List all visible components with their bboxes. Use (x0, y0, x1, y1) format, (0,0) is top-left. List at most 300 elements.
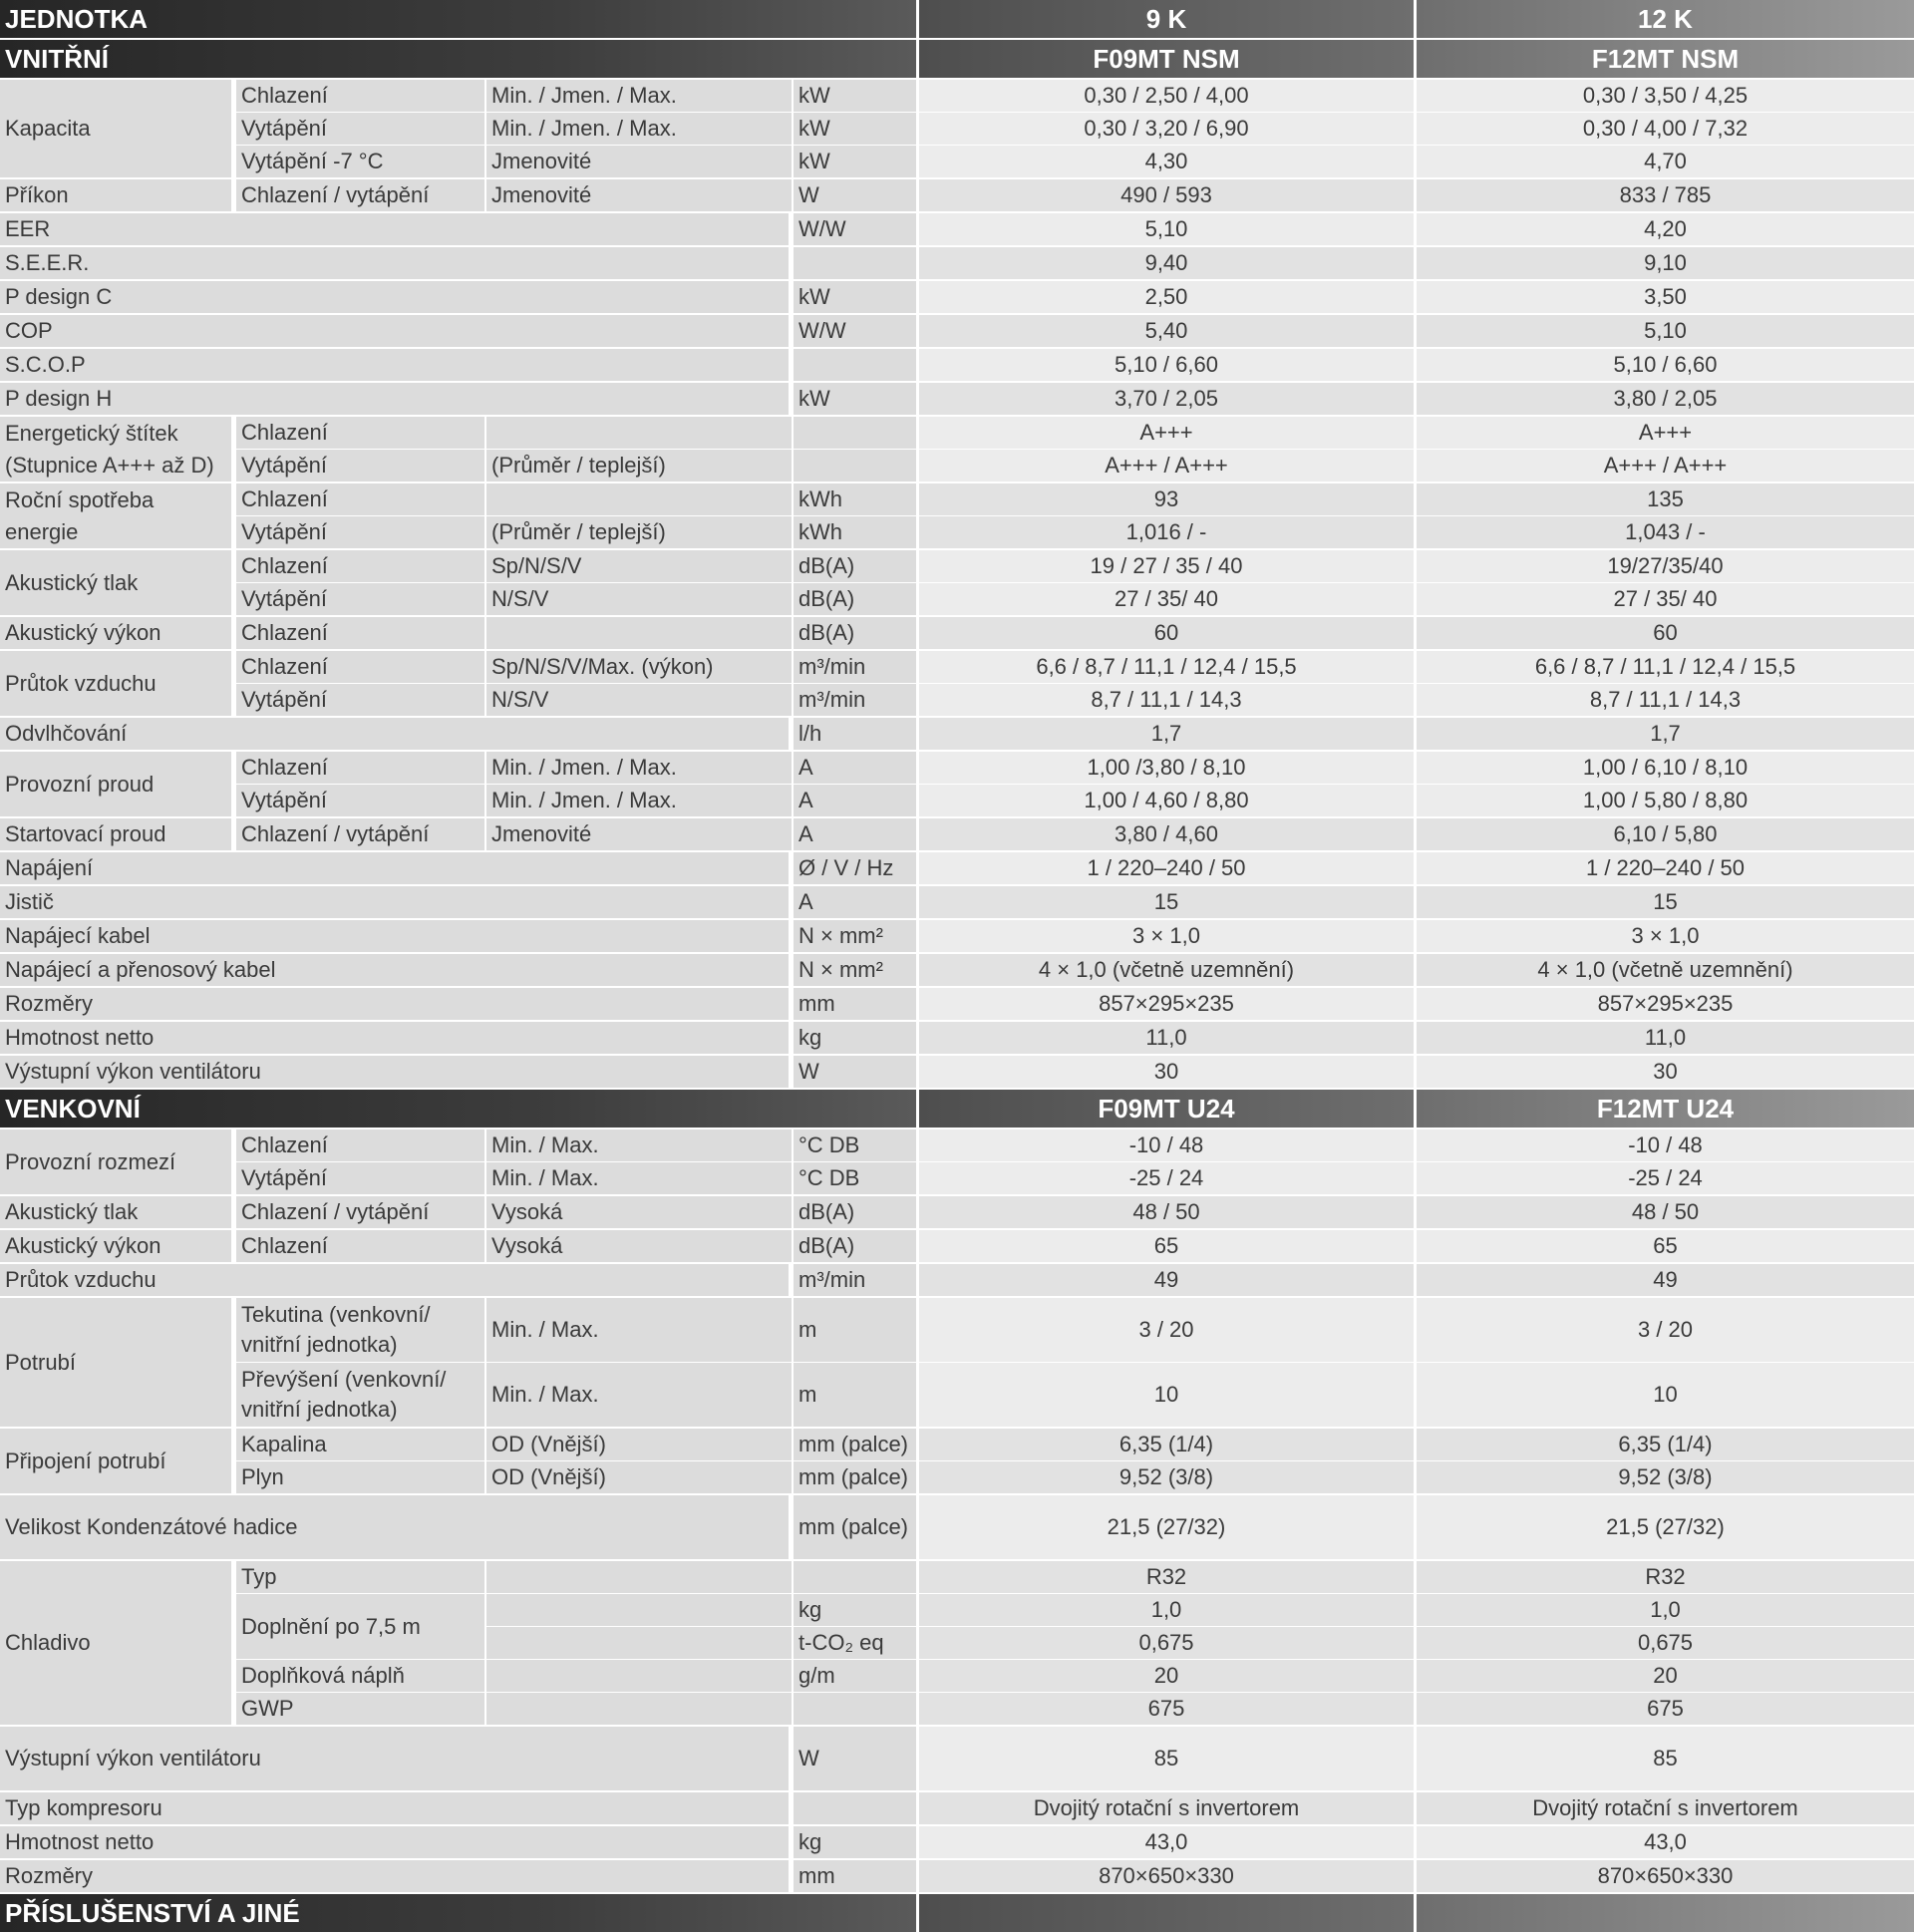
row-unit: t-CO₂ eq (794, 1627, 916, 1659)
row-unit: g/m (794, 1660, 916, 1692)
header-model-2: 12 K (1638, 3, 1693, 34)
group-label: Akustický tlak (0, 550, 231, 615)
value-model-2: 15 (1417, 886, 1914, 918)
row-mode: Min. / Max. (486, 1129, 792, 1161)
value-model-1: 3 × 1,0 (919, 920, 1414, 952)
value-model-2: 5,10 / 6,60 (1417, 349, 1914, 381)
value-model-2: 19/27/35/40 (1417, 550, 1914, 582)
row-mode: Min. / Jmen. / Max. (486, 113, 792, 145)
value-model-1: 30 (919, 1056, 1414, 1088)
row-unit: mm (794, 988, 916, 1020)
table-row (0, 1129, 1914, 1161)
row-unit: °C DB (794, 1162, 916, 1194)
row-unit: N × mm² (794, 954, 916, 986)
row-unit: m³/min (794, 651, 916, 683)
row-mode: Sp/N/S/V/Max. (výkon) (486, 651, 792, 683)
row-mode: Min. / Max. (486, 1162, 792, 1194)
value-model-1: 43,0 (919, 1826, 1414, 1858)
value-model-1: 870×650×330 (919, 1860, 1414, 1892)
row-subject: Chlazení / vytápění (236, 179, 484, 211)
table-row (0, 146, 1914, 177)
group-label: Typ kompresoru (0, 1792, 789, 1824)
table-row (0, 1196, 1914, 1228)
row-unit: m (794, 1363, 916, 1427)
value-model-2: A+++ (1417, 417, 1914, 449)
value-model-2: 833 / 785 (1417, 179, 1914, 211)
section-header-outdoor (0, 1090, 1914, 1127)
group-label: Hmotnost netto (0, 1022, 789, 1054)
row-subject: Chlazení (236, 651, 484, 683)
table-row (0, 1826, 1914, 1858)
row-mode (486, 1594, 792, 1626)
group-label: Výstupní výkon ventilátoru (0, 1056, 789, 1088)
group-label: S.C.O.P (0, 349, 789, 381)
row-subject: Chlazení (236, 617, 484, 649)
row-unit: dB(A) (794, 1196, 916, 1228)
value-model-2: 6,35 (1/4) (1417, 1429, 1914, 1460)
value-model-2: -25 / 24 (1417, 1162, 1914, 1194)
table-row (0, 1561, 1914, 1593)
row-mode (486, 617, 792, 649)
row-mode: Min. / Max. (486, 1363, 792, 1427)
table-row (0, 1230, 1914, 1262)
table-row (0, 651, 1914, 683)
header-label: JEDNOTKA (5, 3, 149, 34)
table-row (0, 1056, 1914, 1088)
row-unit: kW (794, 383, 916, 415)
value-model-1: 1 / 220–240 / 50 (919, 852, 1414, 884)
value-model-2: 1,00 / 6,10 / 8,10 (1417, 752, 1914, 784)
value-model-2: R32 (1417, 1561, 1914, 1593)
table-row (0, 281, 1914, 313)
table-row (0, 179, 1914, 211)
value-model-2: 3,80 / 2,05 (1417, 383, 1914, 415)
row-subject: Chlazení (236, 1230, 484, 1262)
value-model-2: 1,7 (1417, 718, 1914, 750)
value-model-1: 9,40 (919, 247, 1414, 279)
value-model-1: 490 / 593 (919, 179, 1414, 211)
row-subject: Převýšení (venkovní/ vnitřní jednotka) (236, 1363, 484, 1427)
group-label: Provozní proud (0, 752, 231, 816)
value-model-1: 5,10 / 6,60 (919, 349, 1414, 381)
group-label: Rozměry (0, 1860, 789, 1892)
row-mode: Jmenovité (486, 179, 792, 211)
group-label: Energetický štítek (Stupnice A+++ až D) (0, 417, 231, 482)
row-unit: m³/min (794, 1264, 916, 1296)
group-label: Příkon (0, 179, 231, 211)
row-mode: Min. / Jmen. / Max. (486, 752, 792, 784)
group-label: Akustický výkon (0, 617, 231, 649)
table-row (0, 718, 1914, 750)
value-model-2: 85 (1417, 1727, 1914, 1790)
row-subject: Typ (236, 1561, 484, 1593)
table-row (0, 349, 1914, 381)
header-model-1: 9 K (1145, 3, 1187, 34)
table-row (0, 1429, 1914, 1460)
row-subject: Chlazení / vytápění (236, 818, 484, 850)
row-unit: W (794, 1056, 916, 1088)
table-row (0, 315, 1914, 347)
row-mode: Min. / Max. (486, 1298, 792, 1362)
header-label: VENKOVNÍ (5, 1093, 141, 1124)
row-unit: dB(A) (794, 617, 916, 649)
row-unit: kW (794, 146, 916, 177)
table-row (0, 1792, 1914, 1824)
value-model-2: 870×650×330 (1417, 1860, 1914, 1892)
row-unit: Ø / V / Hz (794, 852, 916, 884)
group-label: Odvlhčování (0, 718, 789, 750)
row-mode: Sp/N/S/V (486, 550, 792, 582)
value-model-1: 1,0 (919, 1594, 1414, 1626)
value-model-2: 0,675 (1417, 1627, 1914, 1659)
row-mode: Jmenovité (486, 818, 792, 850)
value-model-1: 5,40 (919, 315, 1414, 347)
row-subject: Vytápění (236, 583, 484, 615)
row-mode: (Průměr / teplejší) (486, 450, 792, 482)
value-model-1: 15 (919, 886, 1414, 918)
value-model-1: Dvojitý rotační s invertorem (919, 1792, 1414, 1824)
group-label: Akustický výkon (0, 1230, 231, 1262)
value-model-2: 65 (1417, 1230, 1914, 1262)
header-bg (1417, 1894, 1914, 1932)
table-row (0, 213, 1914, 245)
row-unit (794, 247, 916, 279)
value-model-1: 1,7 (919, 718, 1414, 750)
value-model-2: 3,50 (1417, 281, 1914, 313)
value-model-1: 1,016 / - (919, 516, 1414, 548)
group-label: S.E.E.R. (0, 247, 789, 279)
group-label: Roční spotřeba energie (0, 483, 231, 548)
group-label: EER (0, 213, 789, 245)
row-unit: A (794, 752, 916, 784)
row-unit: mm (palce) (794, 1461, 916, 1493)
value-model-2: 5,10 (1417, 315, 1914, 347)
row-unit: mm (palce) (794, 1429, 916, 1460)
header-bg (0, 40, 916, 78)
value-model-1: 48 / 50 (919, 1196, 1414, 1228)
row-unit (794, 450, 916, 482)
section-header-indoor (0, 40, 1914, 78)
row-subject: Vytápění -7 °C (236, 146, 484, 177)
value-model-1: A+++ (919, 417, 1414, 449)
value-model-1: A+++ / A+++ (919, 450, 1414, 482)
group-label: Hmotnost netto (0, 1826, 789, 1858)
value-model-2: 20 (1417, 1660, 1914, 1692)
row-subject: Chlazení (236, 417, 484, 449)
group-label: Potrubí (0, 1298, 231, 1427)
row-unit: dB(A) (794, 550, 916, 582)
value-model-2: 21,5 (27/32) (1417, 1495, 1914, 1559)
value-model-2: 1,0 (1417, 1594, 1914, 1626)
row-subject: Vytápění (236, 785, 484, 816)
row-subject: Tekutina (venkovní/ vnitřní jednotka) (236, 1298, 484, 1362)
row-subject: Vytápění (236, 450, 484, 482)
value-model-1: 1,00 /3,80 / 8,10 (919, 752, 1414, 784)
group-label: Napájecí kabel (0, 920, 789, 952)
table-row (0, 583, 1914, 615)
row-unit: N × mm² (794, 920, 916, 952)
row-unit: kg (794, 1022, 916, 1054)
value-model-1: 8,7 / 11,1 / 14,3 (919, 684, 1414, 716)
row-unit: m³/min (794, 684, 916, 716)
row-subject: Vytápění (236, 1162, 484, 1194)
table-row (0, 886, 1914, 918)
group-label: Napájení (0, 852, 789, 884)
value-model-2: 9,10 (1417, 247, 1914, 279)
value-model-2: 10 (1417, 1363, 1914, 1427)
value-model-2: 11,0 (1417, 1022, 1914, 1054)
value-model-1: 20 (919, 1660, 1414, 1692)
value-model-2: 1,043 / - (1417, 516, 1914, 548)
row-unit: kW (794, 281, 916, 313)
row-unit (794, 1792, 916, 1824)
group-label: Velikost Kondenzátové hadice (0, 1495, 789, 1559)
table-row (0, 785, 1914, 816)
value-model-2: -10 / 48 (1417, 1129, 1914, 1161)
row-mode (486, 417, 792, 449)
table-row (0, 1264, 1914, 1296)
table-row (0, 684, 1914, 716)
value-model-1: 4 × 1,0 (včetně uzemnění) (919, 954, 1414, 986)
value-model-1: 19 / 27 / 35 / 40 (919, 550, 1414, 582)
row-unit (794, 417, 916, 449)
row-unit (794, 1693, 916, 1725)
row-subject: Chlazení (236, 483, 484, 515)
group-label: Připojení potrubí (0, 1429, 231, 1493)
row-unit: A (794, 818, 916, 850)
value-model-2: 4 × 1,0 (včetně uzemnění) (1417, 954, 1914, 986)
value-model-2: 4,20 (1417, 213, 1914, 245)
table-row (0, 1860, 1914, 1892)
group-label: Provozní rozmezí (0, 1129, 231, 1194)
header-model-2: F12MT U24 (1596, 1093, 1735, 1124)
row-unit: kW (794, 113, 916, 145)
value-model-2: 4,70 (1417, 146, 1914, 177)
value-model-1: 27 / 35/ 40 (919, 583, 1414, 615)
row-unit: W (794, 179, 916, 211)
row-subject: Doplňková náplň (236, 1660, 484, 1692)
row-unit: W/W (794, 213, 916, 245)
table-row (0, 113, 1914, 145)
value-model-1: 60 (919, 617, 1414, 649)
value-model-2: 3 × 1,0 (1417, 920, 1914, 952)
value-model-2: A+++ / A+++ (1417, 450, 1914, 482)
row-unit: kWh (794, 516, 916, 548)
table-row (0, 516, 1914, 548)
value-model-1: R32 (919, 1561, 1414, 1593)
row-unit: W/W (794, 315, 916, 347)
group-label: P design H (0, 383, 789, 415)
group-label: Jistič (0, 886, 789, 918)
value-model-1: 3,70 / 2,05 (919, 383, 1414, 415)
group-label: Napájecí a přenosový kabel (0, 954, 789, 986)
table-row (0, 1298, 1914, 1362)
group-label: Průtok vzduchu (0, 651, 231, 716)
value-model-2: 3 / 20 (1417, 1298, 1914, 1362)
value-model-2: 60 (1417, 617, 1914, 649)
row-unit: mm (794, 1860, 916, 1892)
row-mode: (Průměr / teplejší) (486, 516, 792, 548)
row-mode (486, 483, 792, 515)
value-model-1: 0,30 / 2,50 / 4,00 (919, 80, 1414, 112)
table-row (0, 1162, 1914, 1194)
table-row (0, 752, 1914, 784)
table-row (0, 852, 1914, 884)
value-model-2: 1,00 / 5,80 / 8,80 (1417, 785, 1914, 816)
value-model-2: 857×295×235 (1417, 988, 1914, 1020)
value-model-1: 857×295×235 (919, 988, 1414, 1020)
row-unit: A (794, 886, 916, 918)
row-mode: Min. / Jmen. / Max. (486, 785, 792, 816)
value-model-2: 675 (1417, 1693, 1914, 1725)
table-row (0, 550, 1914, 582)
table-row (0, 417, 1914, 449)
row-unit: dB(A) (794, 1230, 916, 1262)
row-unit: l/h (794, 718, 916, 750)
section-header-accessories (0, 1894, 1914, 1932)
row-subject: Chlazení / vytápění (236, 1196, 484, 1228)
value-model-2: 1 / 220–240 / 50 (1417, 852, 1914, 884)
row-mode: Vysoká (486, 1196, 792, 1228)
row-mode (486, 1561, 792, 1593)
value-model-2: 27 / 35/ 40 (1417, 583, 1914, 615)
table-row (0, 617, 1914, 649)
row-mode (486, 1660, 792, 1692)
group-label: Kapacita (0, 80, 231, 177)
value-model-2: 8,7 / 11,1 / 14,3 (1417, 684, 1914, 716)
table-row (0, 1660, 1914, 1692)
group-label: Akustický tlak (0, 1196, 231, 1228)
row-mode (486, 1627, 792, 1659)
table-row (0, 988, 1914, 1020)
row-unit: kW (794, 80, 916, 112)
group-label: Chladivo (0, 1561, 231, 1725)
row-subject: Kapalina (236, 1429, 484, 1460)
row-subject: Doplnění po 7,5 m (236, 1594, 484, 1659)
table-row (0, 818, 1914, 850)
value-model-1: 21,5 (27/32) (919, 1495, 1414, 1559)
value-model-2: Dvojitý rotační s invertorem (1417, 1792, 1914, 1824)
value-model-2: 0,30 / 3,50 / 4,25 (1417, 80, 1914, 112)
group-label: P design C (0, 281, 789, 313)
value-model-2: 9,52 (3/8) (1417, 1461, 1914, 1493)
value-model-1: -10 / 48 (919, 1129, 1414, 1161)
value-model-1: 65 (919, 1230, 1414, 1262)
row-subject: Chlazení (236, 550, 484, 582)
row-subject: Chlazení (236, 1129, 484, 1161)
table-row (0, 1727, 1914, 1790)
group-label: Rozměry (0, 988, 789, 1020)
row-subject: Vytápění (236, 113, 484, 145)
row-unit: mm (palce) (794, 1495, 916, 1559)
header-bg (919, 1894, 1414, 1932)
row-subject: Vytápění (236, 684, 484, 716)
row-unit (794, 349, 916, 381)
value-model-1: 4,30 (919, 146, 1414, 177)
header-label: PŘÍSLUŠENSTVÍ A JINÉ (5, 1897, 300, 1928)
value-model-1: 0,30 / 3,20 / 6,90 (919, 113, 1414, 145)
value-model-1: 93 (919, 483, 1414, 515)
group-label: Výstupní výkon ventilátoru (0, 1727, 789, 1790)
value-model-2: 49 (1417, 1264, 1914, 1296)
value-model-1: 675 (919, 1693, 1414, 1725)
value-model-2: 135 (1417, 483, 1914, 515)
row-mode (486, 1693, 792, 1725)
header-label: VNITŘNÍ (5, 43, 109, 74)
row-unit: dB(A) (794, 583, 916, 615)
value-model-2: 6,6 / 8,7 / 11,1 / 12,4 / 15,5 (1417, 651, 1914, 683)
value-model-1: 0,675 (919, 1627, 1414, 1659)
table-row (0, 450, 1914, 482)
value-model-1: 9,52 (3/8) (919, 1461, 1414, 1493)
value-model-1: 5,10 (919, 213, 1414, 245)
group-label: Startovací proud (0, 818, 231, 850)
value-model-1: 2,50 (919, 281, 1414, 313)
row-subject: Vytápění (236, 516, 484, 548)
section-header-unit (0, 0, 1914, 38)
table-row (0, 247, 1914, 279)
group-label: COP (0, 315, 789, 347)
value-model-1: 3 / 20 (919, 1298, 1414, 1362)
header-model-2: F12MT NSM (1591, 43, 1740, 74)
table-row (0, 954, 1914, 986)
table-row (0, 80, 1914, 112)
value-model-1: 49 (919, 1264, 1414, 1296)
table-row (0, 1022, 1914, 1054)
table-row (0, 920, 1914, 952)
value-model-1: 6,6 / 8,7 / 11,1 / 12,4 / 15,5 (919, 651, 1414, 683)
row-subject: GWP (236, 1693, 484, 1725)
value-model-1: 10 (919, 1363, 1414, 1427)
table-row (0, 1693, 1914, 1725)
value-model-2: 0,30 / 4,00 / 7,32 (1417, 113, 1914, 145)
value-model-2: 6,10 / 5,80 (1417, 818, 1914, 850)
table-row (0, 1495, 1914, 1559)
table-row (0, 1594, 1914, 1639)
value-model-1: 3,80 / 4,60 (919, 818, 1414, 850)
row-unit: °C DB (794, 1129, 916, 1161)
group-label: Průtok vzduchu (0, 1264, 789, 1296)
row-mode: Min. / Jmen. / Max. (486, 80, 792, 112)
header-model-1: F09MT U24 (1098, 1093, 1235, 1124)
row-mode: N/S/V (486, 684, 792, 716)
value-model-1: 11,0 (919, 1022, 1414, 1054)
value-model-1: 85 (919, 1727, 1414, 1790)
table-row (0, 1363, 1914, 1427)
row-mode: N/S/V (486, 583, 792, 615)
value-model-1: -25 / 24 (919, 1162, 1414, 1194)
value-model-2: 43,0 (1417, 1826, 1914, 1858)
table-row (0, 1627, 1914, 1659)
value-model-2: 30 (1417, 1056, 1914, 1088)
row-subject: Plyn (236, 1461, 484, 1493)
value-model-1: 1,00 / 4,60 / 8,80 (919, 785, 1414, 816)
header-model-1: F09MT NSM (1093, 43, 1240, 74)
row-unit: A (794, 785, 916, 816)
row-mode: Jmenovité (486, 146, 792, 177)
row-subject: Chlazení (236, 752, 484, 784)
value-model-2: 48 / 50 (1417, 1196, 1914, 1228)
row-subject: Chlazení (236, 80, 484, 112)
row-unit: W (794, 1727, 916, 1790)
row-mode: OD (Vnější) (486, 1429, 792, 1460)
table-row (0, 1461, 1914, 1493)
value-model-1: 6,35 (1/4) (919, 1429, 1414, 1460)
table-row (0, 383, 1914, 415)
row-unit: kWh (794, 483, 916, 515)
row-mode: OD (Vnější) (486, 1461, 792, 1493)
row-mode: Vysoká (486, 1230, 792, 1262)
